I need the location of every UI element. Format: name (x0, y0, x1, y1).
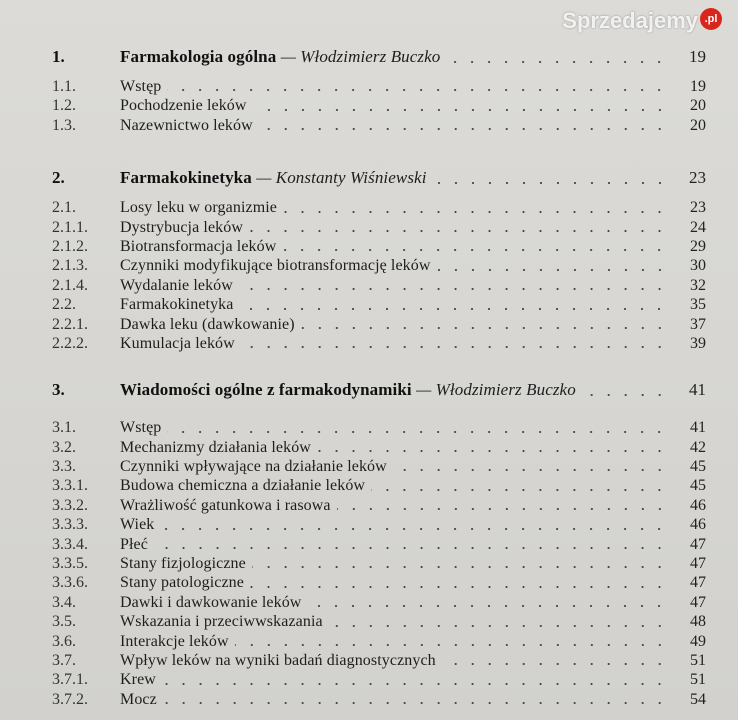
dot-leader (250, 585, 668, 589)
entry-page-number: 24 (690, 218, 706, 236)
entry-title: Dawka leku (dawkowanie) (120, 315, 295, 333)
dot-leader (446, 60, 668, 64)
watermark-badge: .pl (700, 8, 722, 30)
watermark-logo (562, 8, 722, 34)
dot-leader (307, 604, 668, 608)
dot-leader (163, 701, 668, 705)
entry-page-number: 49 (690, 632, 706, 650)
entry-page-number: 46 (690, 496, 706, 514)
toc-entry (52, 295, 706, 314)
dot-leader (283, 210, 668, 214)
entry-number: 3.3.1. (52, 477, 88, 495)
dot-leader (393, 468, 668, 472)
chapter-title-text: Farmakologia ogólna (120, 47, 277, 66)
entry-title: Wiek (120, 516, 155, 534)
dot-leader (162, 682, 668, 686)
entry-page-number: 45 (690, 458, 706, 476)
toc-entry (52, 476, 706, 495)
entry-page-number: 39 (690, 334, 706, 352)
toc-entry (52, 670, 706, 689)
chapter-page-number: 41 (689, 380, 706, 400)
entry-number: 2.1.1. (52, 218, 88, 236)
dot-leader (167, 430, 668, 434)
chapter-title (120, 167, 427, 189)
entry-page-number: 35 (690, 296, 706, 314)
section-spacer (52, 401, 706, 418)
entry-title: Płeć (120, 535, 148, 553)
entry-number: 2.1.3. (52, 257, 88, 275)
entry-number: 3.3.2. (52, 496, 88, 514)
entry-page-number: 51 (690, 651, 706, 669)
dot-leader (337, 507, 668, 511)
chapter-author: — Konstanty Wiśniewski (256, 168, 427, 188)
dot-leader (442, 662, 668, 666)
dot-leader (167, 88, 668, 92)
toc-entry (52, 690, 706, 709)
entry-page-number: 47 (690, 535, 706, 553)
toc-entry (52, 334, 706, 353)
toc-entry (52, 198, 706, 217)
entry-title: Wpływ leków na wyniki badań diagnostycznych (120, 651, 436, 669)
dot-leader (282, 248, 668, 252)
chapter-number: 1. (52, 47, 65, 66)
entry-page-number: 47 (690, 574, 706, 592)
entry-number: 2.1. (52, 199, 76, 217)
entry-title: Czynniki wpływające na działanie leków (120, 458, 387, 476)
entry-number: 3.6. (52, 632, 76, 650)
entry-title: Farmakokinetyka (120, 296, 234, 314)
chapter-author: — Włodzimierz Buczko (416, 380, 576, 400)
entry-page-number: 37 (690, 315, 706, 333)
chapter-heading (52, 46, 706, 68)
dot-leader (154, 546, 668, 550)
toc-entry (52, 438, 706, 457)
dot-leader (259, 127, 668, 131)
entry-number: 3.3.4. (52, 535, 88, 553)
dot-leader (437, 268, 668, 272)
toc-entry (52, 496, 706, 515)
toc-entry (52, 315, 706, 334)
entry-title: Pochodzenie leków (120, 97, 247, 115)
entry-number: 3.7.1. (52, 671, 88, 689)
chapter-title (120, 379, 576, 401)
watermark-text: Sprzedajemy (562, 8, 698, 33)
entry-number: 2.1.4. (52, 276, 88, 294)
entry-title: Stany patologiczne (120, 574, 244, 592)
dot-leader (433, 181, 668, 185)
entry-page-number: 23 (690, 199, 706, 217)
entry-title: Wydalanie leków (120, 276, 233, 294)
toc-entry (52, 218, 706, 237)
chapter-title-text: Wiadomości ogólne z farmakodynamiki (120, 380, 412, 400)
entry-number: 3.3. (52, 458, 76, 476)
entry-page-number: 32 (690, 276, 706, 294)
entry-number: 3.3.3. (52, 516, 88, 534)
toc-entry (52, 651, 706, 670)
toc-entry (52, 418, 706, 437)
chapter-heading (52, 379, 706, 401)
dot-leader (253, 108, 668, 112)
entry-title: Mechanizmy działania leków (120, 438, 311, 456)
toc-entry (52, 256, 706, 275)
entry-number: 3.1. (52, 419, 76, 437)
entry-title: Wstęp (120, 78, 162, 95)
entry-number: 2.1.2. (52, 237, 88, 255)
entry-page-number: 54 (690, 690, 706, 708)
chapter-page-number: 23 (689, 168, 706, 188)
entry-title: Czynniki modyfikujące biotransformację leków (120, 257, 431, 275)
entry-title: Nazewnictwo leków (120, 116, 253, 134)
entry-page-number: 30 (690, 257, 706, 275)
entry-number: 1.2. (52, 97, 76, 115)
entry-title: Krew (120, 671, 156, 689)
entry-number: 2.2. (52, 296, 76, 314)
section-spacer (52, 135, 706, 167)
dot-leader (239, 287, 668, 291)
toc-entry (52, 116, 706, 135)
entry-title: Dawki i dawkowanie leków (120, 593, 302, 611)
entry-title: Losy leku w organizmie (120, 199, 277, 217)
dot-leader (235, 643, 668, 647)
entry-page-number: 42 (690, 438, 706, 456)
dot-leader (371, 488, 668, 492)
entry-page-number: 29 (690, 237, 706, 255)
entry-title: Dystrybucja leków (120, 218, 244, 236)
entry-page-number: 47 (690, 555, 706, 573)
dot-leader (241, 345, 668, 349)
section-spacer (52, 353, 706, 379)
toc-entry (52, 457, 706, 476)
dot-leader (249, 229, 668, 233)
entry-title: Wstęp (120, 419, 162, 437)
dot-leader (329, 624, 668, 628)
dot-leader (239, 307, 668, 311)
chapter-heading (52, 167, 706, 189)
toc-entry (52, 237, 706, 256)
entry-title: Kumulacja leków (120, 334, 235, 352)
entry-page-number: 48 (690, 613, 706, 631)
entry-page-number: 19 (690, 78, 706, 95)
entry-number: 3.7. (52, 651, 76, 669)
chapter-title-text: Farmakokinetyka (120, 168, 252, 188)
toc-entry (52, 554, 706, 573)
toc-entry (52, 535, 706, 554)
entry-number: 3.5. (52, 613, 76, 631)
dot-leader (301, 326, 668, 330)
entry-number: 2.2.1. (52, 315, 88, 333)
table-of-contents (52, 46, 706, 709)
entry-number: 2.2.2. (52, 334, 88, 352)
entry-title: Stany fizjologiczne (120, 555, 246, 573)
entry-number: 3.4. (52, 593, 76, 611)
entry-title: Wskazania i przeciwwskazania (120, 613, 323, 631)
entry-title: Wrażliwość gatunkowa i rasowa (120, 496, 331, 514)
entry-title: Mocz (120, 690, 157, 708)
entry-page-number: 47 (690, 593, 706, 611)
chapter-page-number: 19 (689, 47, 706, 66)
toc-entry (52, 276, 706, 295)
toc-entry (52, 573, 706, 592)
entry-title: Biotransformacja leków (120, 237, 277, 255)
entry-title: Interakcje leków (120, 632, 229, 650)
entry-page-number: 20 (690, 116, 706, 134)
chapter-number: 3. (52, 380, 65, 400)
entry-number: 1.1. (52, 78, 76, 95)
chapter-number: 2. (52, 168, 65, 188)
section-spacer (52, 189, 706, 198)
dot-leader (582, 393, 668, 397)
toc-entry (52, 612, 706, 631)
dot-leader (317, 449, 668, 453)
entry-page-number: 41 (690, 419, 706, 437)
entry-page-number: 46 (690, 516, 706, 534)
dot-leader (252, 565, 668, 569)
toc-entry (52, 77, 706, 96)
toc-entry (52, 96, 706, 115)
toc-entry (52, 515, 706, 534)
chapter-author: — Włodzimierz Buczko (280, 47, 441, 66)
section-spacer (52, 68, 706, 77)
entry-page-number: 20 (690, 97, 706, 115)
dot-leader (160, 527, 668, 531)
entry-number: 3.3.6. (52, 574, 88, 592)
toc-entry (52, 593, 706, 612)
entry-page-number: 45 (690, 477, 706, 495)
chapter-title (120, 46, 440, 68)
entry-number: 3.3.5. (52, 555, 88, 573)
entry-number: 3.7.2. (52, 690, 88, 708)
entry-title: Budowa chemiczna a działanie leków (120, 477, 366, 495)
entry-page-number: 51 (690, 671, 706, 689)
entry-number: 1.3. (52, 116, 76, 134)
toc-entry (52, 632, 706, 651)
entry-number: 3.2. (52, 438, 76, 456)
